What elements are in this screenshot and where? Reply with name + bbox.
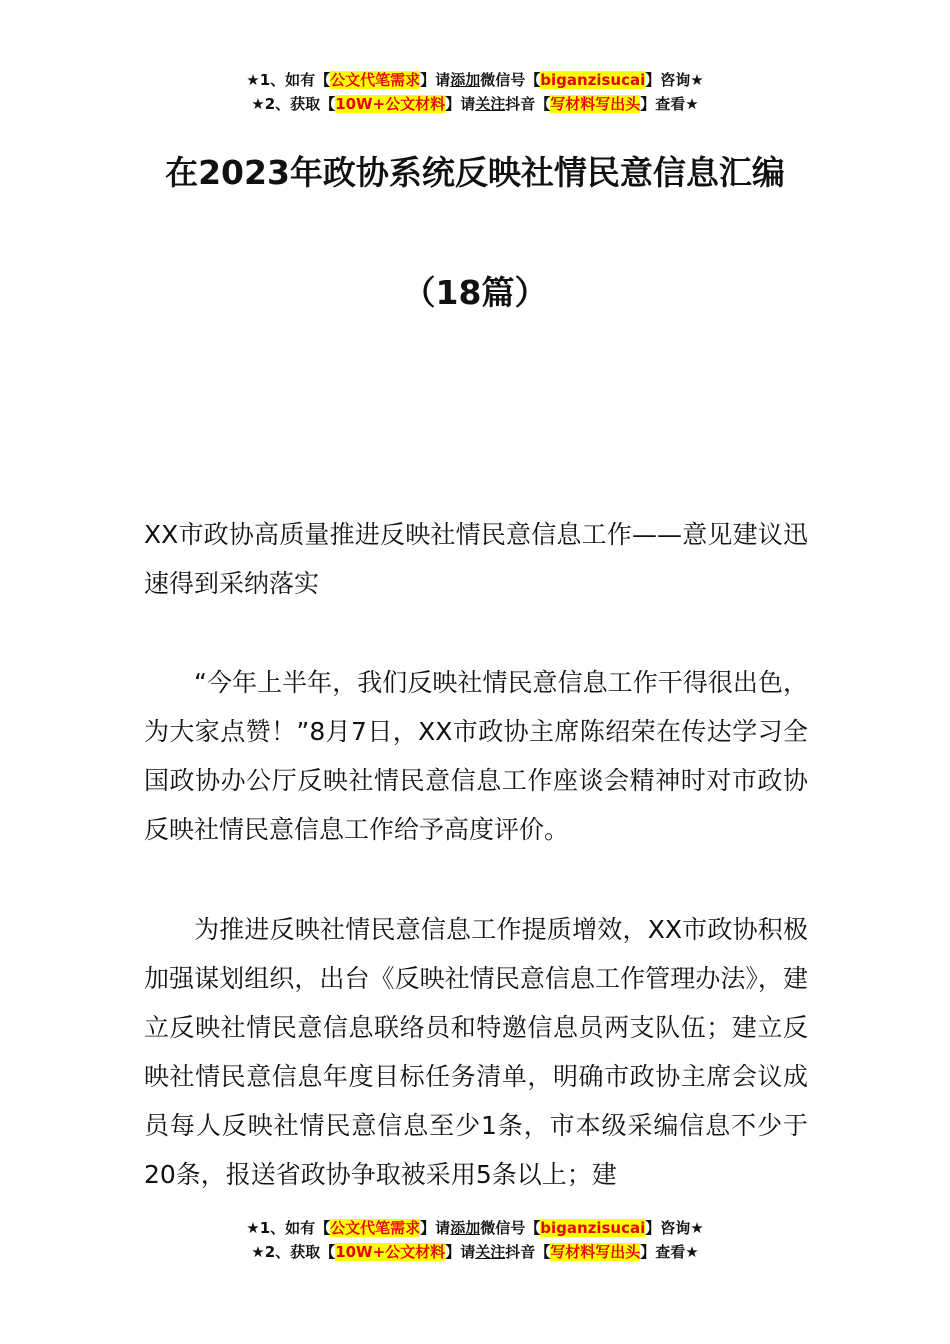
body-paragraph-1: “今年上半年，我们反映社情民意信息工作干得很出色，为大家点赞！”8月7日，XX市政协主席陈绍荣在传达学习全国政协办公厅反映社情民意信息工作座谈会精神时对市政协反映社情民意信息工作给予高度评价。 [144, 668, 808, 844]
promo-text: 】咨询★ [645, 1219, 704, 1237]
promo-text: 】请 [420, 71, 451, 89]
promo-highlight: 10W+公文材料 [335, 95, 446, 113]
promo-highlight: biganzisucai [540, 1219, 646, 1237]
promo-emphasis: 添加 [450, 1219, 481, 1237]
promo-text: 抖音【 [505, 95, 551, 113]
promo-highlight: 写材料写出头 [550, 1243, 641, 1261]
promo-text: 微信号【 [480, 1219, 541, 1237]
promo-text: 】查看★ [640, 95, 699, 113]
promo-text: ★2、获取【 [251, 95, 336, 113]
top-promo-banner [0, 68, 950, 116]
promo-text: ★1、如有【 [246, 1219, 331, 1237]
document-subtitle: （18篇） [402, 273, 548, 312]
promo-highlight: 公文代笔需求 [330, 1219, 421, 1237]
bottom-promo-banner [0, 1216, 950, 1264]
promo-line-2 [0, 1240, 950, 1264]
promo-line-1 [0, 68, 950, 92]
promo-text: 】请 [445, 95, 476, 113]
promo-text: 微信号【 [480, 71, 541, 89]
promo-text: 】请 [420, 1219, 451, 1237]
document-title: 在2023年政协系统反映社情民意信息汇编 [165, 153, 785, 192]
promo-text: 】查看★ [640, 1243, 699, 1261]
promo-text: 】咨询★ [645, 71, 704, 89]
promo-text: 抖音【 [505, 1243, 551, 1261]
promo-highlight: 写材料写出头 [550, 95, 641, 113]
promo-highlight: 10W+公文材料 [335, 1243, 446, 1261]
promo-line-2 [0, 92, 950, 116]
promo-highlight: biganzisucai [540, 71, 646, 89]
body-paragraph-2: 为推进反映社情民意信息工作提质增效，XX市政协积极加强谋划组织，出台《反映社情民意信息工作管理办法》，建立反映社情民意信息联络员和特邀信息员两支队伍；建立反映社情民意信息年度目标任务清单，明确市政协主席会议成员每人反映社情民意信息至少1条，市本级采编信息不少于20条，报送省政协争取被采用5条以上；建 [144, 915, 808, 1189]
promo-text: ★2、获取【 [251, 1243, 336, 1261]
promo-emphasis: 添加 [450, 71, 481, 89]
promo-line-1 [0, 1216, 950, 1240]
promo-text: ★1、如有【 [246, 71, 331, 89]
promo-emphasis: 关注 [475, 1243, 506, 1261]
promo-text: 】请 [445, 1243, 476, 1261]
promo-emphasis: 关注 [475, 95, 506, 113]
promo-highlight: 公文代笔需求 [330, 71, 421, 89]
section-heading: XX市政协高质量推进反映社情民意信息工作——意见建议迅速得到采纳落实 [144, 520, 808, 598]
